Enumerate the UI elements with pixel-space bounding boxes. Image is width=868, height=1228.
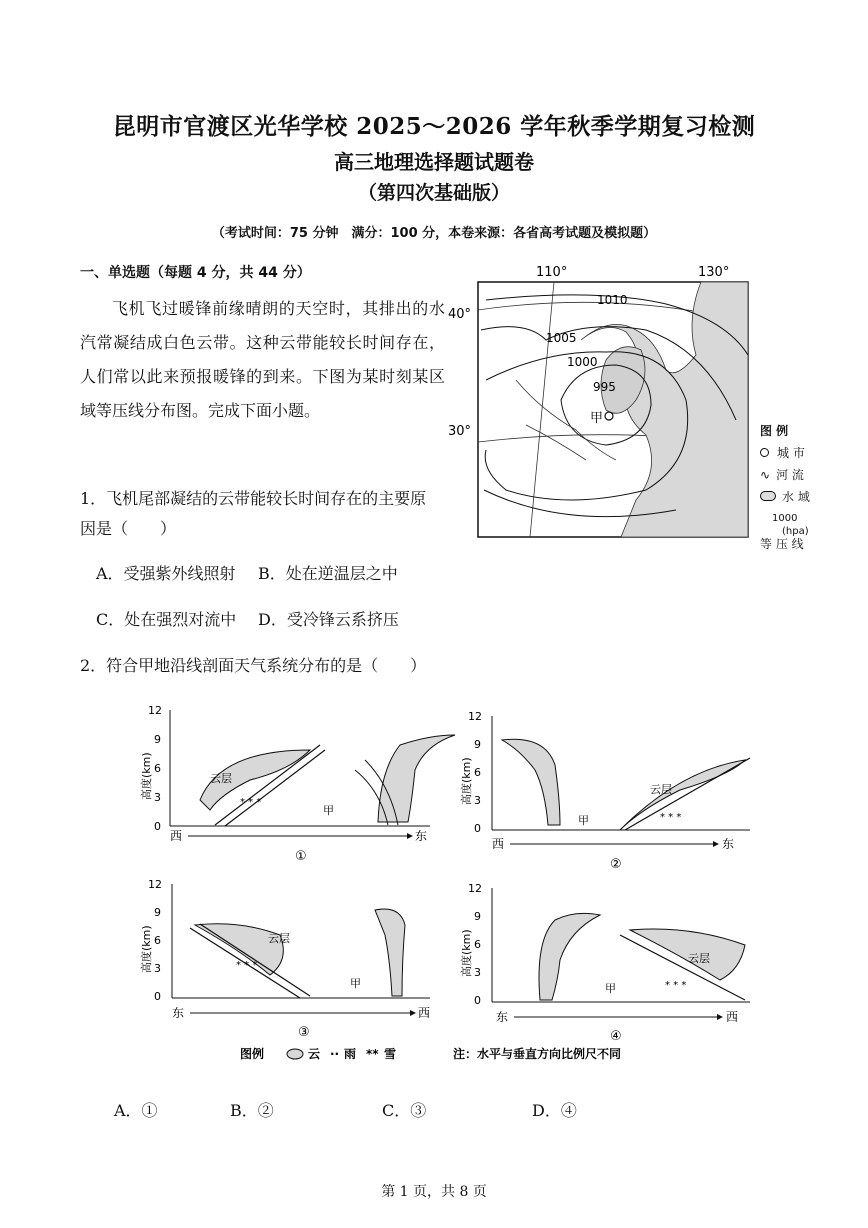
front-surface [625, 758, 750, 830]
svg-text:* * *: * * * [236, 960, 258, 971]
svg-text:云层: 云层 [650, 783, 672, 796]
profile-panel-2 [459, 710, 750, 872]
svg-text:0: 0 [474, 822, 481, 835]
snow-legend-icon: ** [366, 1047, 379, 1061]
lat-label-40: 40° [448, 307, 472, 322]
svg-text:6: 6 [154, 762, 161, 775]
legend-isobar [760, 511, 810, 551]
exam-title: 昆明市官渡区光华学校 2025～2026 学年秋季学期复习检测 [112, 113, 756, 140]
profile-panel-4 [459, 882, 750, 1044]
jia-marker: 甲 [578, 814, 589, 827]
panel-label: ④ [610, 1029, 622, 1044]
left-direction: 西 [492, 837, 505, 851]
left-direction: 东 [172, 1006, 185, 1020]
lat-label-30: 30° [448, 424, 472, 439]
q2-option-d[interactable]: D．④ [532, 1101, 577, 1120]
profile-panel-3 [140, 878, 430, 1040]
cloud-shape [620, 760, 745, 830]
right-direction: 西 [726, 1010, 739, 1024]
y-axis-label: 高度(km) [140, 925, 153, 973]
profile-legend [240, 1046, 621, 1061]
scale-note: 注：水平与垂直方向比例尺不同 [453, 1047, 622, 1061]
isobar-label-1010: 1010 [597, 293, 628, 307]
y-axis-label: 高度(km) [460, 757, 473, 805]
legend-river: ∿ 河 流 [760, 468, 804, 482]
legend-city: 城 市 [760, 442, 810, 464]
svg-text:6: 6 [474, 938, 481, 951]
svg-text:3: 3 [154, 962, 161, 975]
svg-text:云层: 云层 [210, 772, 232, 785]
q1-option-a[interactable]: A．受强紫外线照射 [96, 564, 236, 583]
y-axis-label: 高度(km) [460, 929, 473, 977]
lon-label-110: 110° [536, 265, 568, 280]
cloud-shape [378, 735, 455, 822]
city-symbol-icon [760, 448, 769, 457]
right-direction: 东 [415, 829, 428, 843]
frontal-profile-figure [140, 700, 780, 1075]
reading-passage: 飞机飞过暖锋前缘晴朗的天空时，其排出的水汽常凝结成白色云带。这种云带能较长时间存在，人们常以此来预报暖锋的到来。下图为某时刻某区域等压线分布图。完成下面小题。 [80, 299, 445, 420]
svg-text:雪: 雪 [384, 1047, 397, 1061]
svg-text:12: 12 [468, 882, 482, 895]
question-2-stem: 2．符合甲地沿线剖面天气系统分布的是（ ） [80, 656, 427, 675]
city-jia-label: 甲 [590, 411, 604, 426]
svg-text:图例: 图例 [240, 1047, 265, 1061]
panel-label: ③ [298, 1025, 310, 1040]
section-title: 一、单选题（每题 4 分，共 44 分） [80, 265, 311, 281]
svg-text:雨: 雨 [344, 1047, 357, 1061]
cloud-shape [375, 909, 405, 996]
q1-option-c[interactable]: C．处在强烈对流中 [96, 610, 237, 629]
rain-legend-icon: ·· [330, 1047, 340, 1061]
svg-text:12: 12 [148, 878, 162, 891]
lon-label-130: 130° [698, 265, 730, 280]
svg-text:云: 云 [308, 1047, 321, 1061]
svg-text:6: 6 [154, 934, 161, 947]
svg-text:12: 12 [468, 710, 482, 723]
right-direction: 西 [418, 1006, 431, 1020]
svg-text:9: 9 [474, 738, 481, 751]
question-1-stem: 1．飞机尾部凝结的云带能较长时间存在的主要原因是（ ） [80, 489, 427, 538]
cloud-legend-icon [287, 1049, 303, 1059]
right-direction: 东 [722, 837, 735, 851]
profile-panel-1 [140, 704, 455, 864]
svg-text:* * *: * * * [665, 980, 687, 991]
svg-text:0: 0 [154, 820, 161, 833]
q1-option-b[interactable]: B．处在逆温层之中 [258, 564, 398, 583]
svg-text:* * *: * * * [660, 812, 682, 823]
q2-option-a[interactable]: A．① [114, 1101, 158, 1120]
legend-water: 水 域 [760, 486, 810, 508]
svg-text:12: 12 [148, 704, 162, 717]
svg-text:0: 0 [474, 994, 481, 1007]
q2-option-c[interactable]: C．③ [382, 1101, 427, 1120]
svg-text:0: 0 [154, 990, 161, 1003]
svg-text:云层: 云层 [688, 952, 710, 965]
map-legend [760, 420, 810, 551]
svg-text:6: 6 [474, 766, 481, 779]
panel-label: ② [610, 857, 622, 872]
svg-text:9: 9 [154, 733, 161, 746]
isobar-label-995: 995 [593, 380, 616, 394]
legend-isobar-unit: (hpa) [782, 526, 809, 537]
cloud-shape [502, 739, 560, 825]
water-symbol-icon [760, 491, 776, 501]
isobar-label-1005: 1005 [546, 331, 577, 345]
q2-option-b[interactable]: B．② [230, 1101, 274, 1120]
y-axis-label: 高度(km) [140, 752, 153, 800]
svg-text:9: 9 [154, 906, 161, 919]
svg-text:9: 9 [474, 910, 481, 923]
exam-subtitle: 高三地理选择题试题卷 [334, 150, 534, 174]
map-legend-title: 图 例 [760, 424, 789, 438]
legend-isobar-value: 1000 [772, 513, 798, 524]
jia-marker: 甲 [323, 804, 334, 817]
svg-text:3: 3 [474, 794, 481, 807]
jia-marker: 甲 [350, 977, 361, 990]
left-direction: 西 [170, 829, 183, 843]
left-direction: 东 [496, 1010, 509, 1024]
isobar-label-1000: 1000 [567, 355, 598, 369]
svg-text:3: 3 [474, 966, 481, 979]
isobar-map [446, 260, 766, 545]
jia-marker: 甲 [605, 982, 616, 995]
svg-text:3: 3 [154, 791, 161, 804]
city-jia-marker [605, 412, 613, 420]
river-symbol-icon: ∿ [760, 468, 771, 482]
exam-edition: （第四次基础版） [357, 182, 510, 204]
svg-text:* * *: * * * [240, 797, 262, 808]
cloud-shape [539, 913, 600, 1000]
q1-option-d[interactable]: D．受冷锋云系挤压 [258, 610, 399, 629]
page-footer: 第 1 页，共 8 页 [381, 1184, 487, 1200]
legend-isobar-label: 等 压 线 [760, 537, 804, 551]
svg-text:云层: 云层 [268, 932, 290, 945]
exam-info: （考试时间：75 分钟 满分：100 分，本卷来源：各省高考试题及模拟题） [211, 226, 657, 241]
panel-label: ① [295, 849, 307, 864]
